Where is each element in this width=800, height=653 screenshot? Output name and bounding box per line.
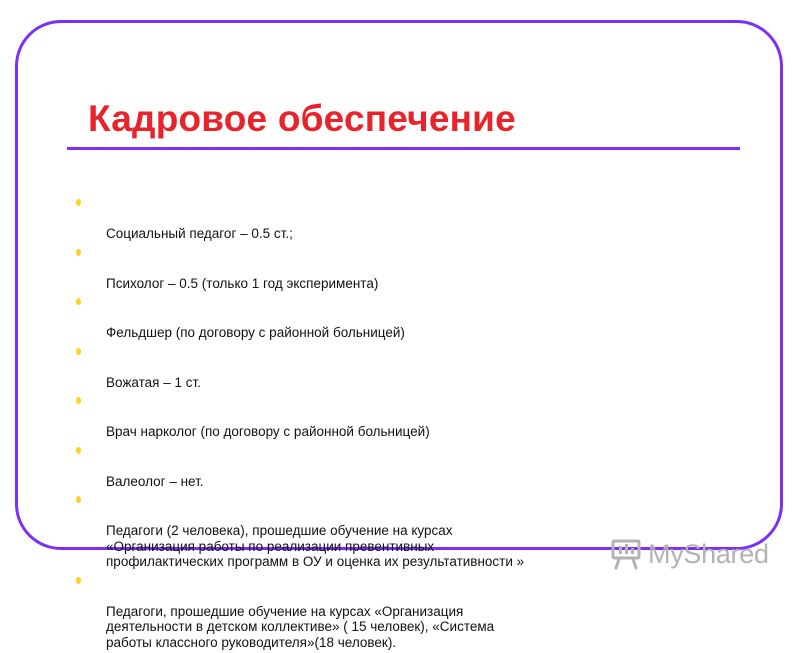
- bullet-icon: [76, 249, 81, 256]
- myshared-watermark: [610, 537, 769, 571]
- bullet-icon: [76, 348, 81, 355]
- list-item-text: Валеолог – нет.: [106, 473, 204, 489]
- list-item-text: Вожатая – 1 ст.: [106, 374, 201, 390]
- list-item: [74, 294, 634, 341]
- bullet-icon: [76, 577, 81, 584]
- list-item: [74, 393, 634, 440]
- list-item: [74, 195, 634, 242]
- list-item: [74, 443, 634, 490]
- list-item: [74, 573, 634, 651]
- list-item: [74, 245, 634, 292]
- bullet-icon: [76, 496, 81, 503]
- list-item-text: Психолог – 0.5 (только 1 год эксперимента): [106, 275, 379, 291]
- list-item-text: Педагоги, прошедшие обучение на курсах «Организация деятельности в детском коллективе» ( 15 человек), «Система работы классного руководителя»(18 человек).: [106, 603, 495, 650]
- title-underline: [67, 147, 740, 150]
- slide-title: Кадровое обеспечение: [88, 98, 516, 139]
- bullet-icon: [76, 397, 81, 404]
- bullet-icon: [76, 447, 81, 454]
- list-item: [74, 344, 634, 391]
- bullet-icon: [76, 199, 81, 206]
- list-item: [74, 492, 634, 570]
- list-item-text: Фельдшер (по договору с районной больницей): [106, 325, 405, 340]
- bullet-icon: [76, 298, 81, 305]
- list-item-text: Педагоги (2 человека), прошедшие обучение на курсах «Организация работы по реализации превентивных профилактических программ в ОУ и оценка их результативности »: [106, 523, 525, 569]
- bullet-list: [74, 195, 634, 653]
- presentation-board-icon: [610, 537, 644, 571]
- list-item-text: Врач нарколог (по договору с районной больницей): [106, 424, 430, 439]
- list-item-text: Социальный педагог – 0.5 ст.;: [106, 226, 293, 241]
- watermark-text: MyShared: [648, 539, 769, 569]
